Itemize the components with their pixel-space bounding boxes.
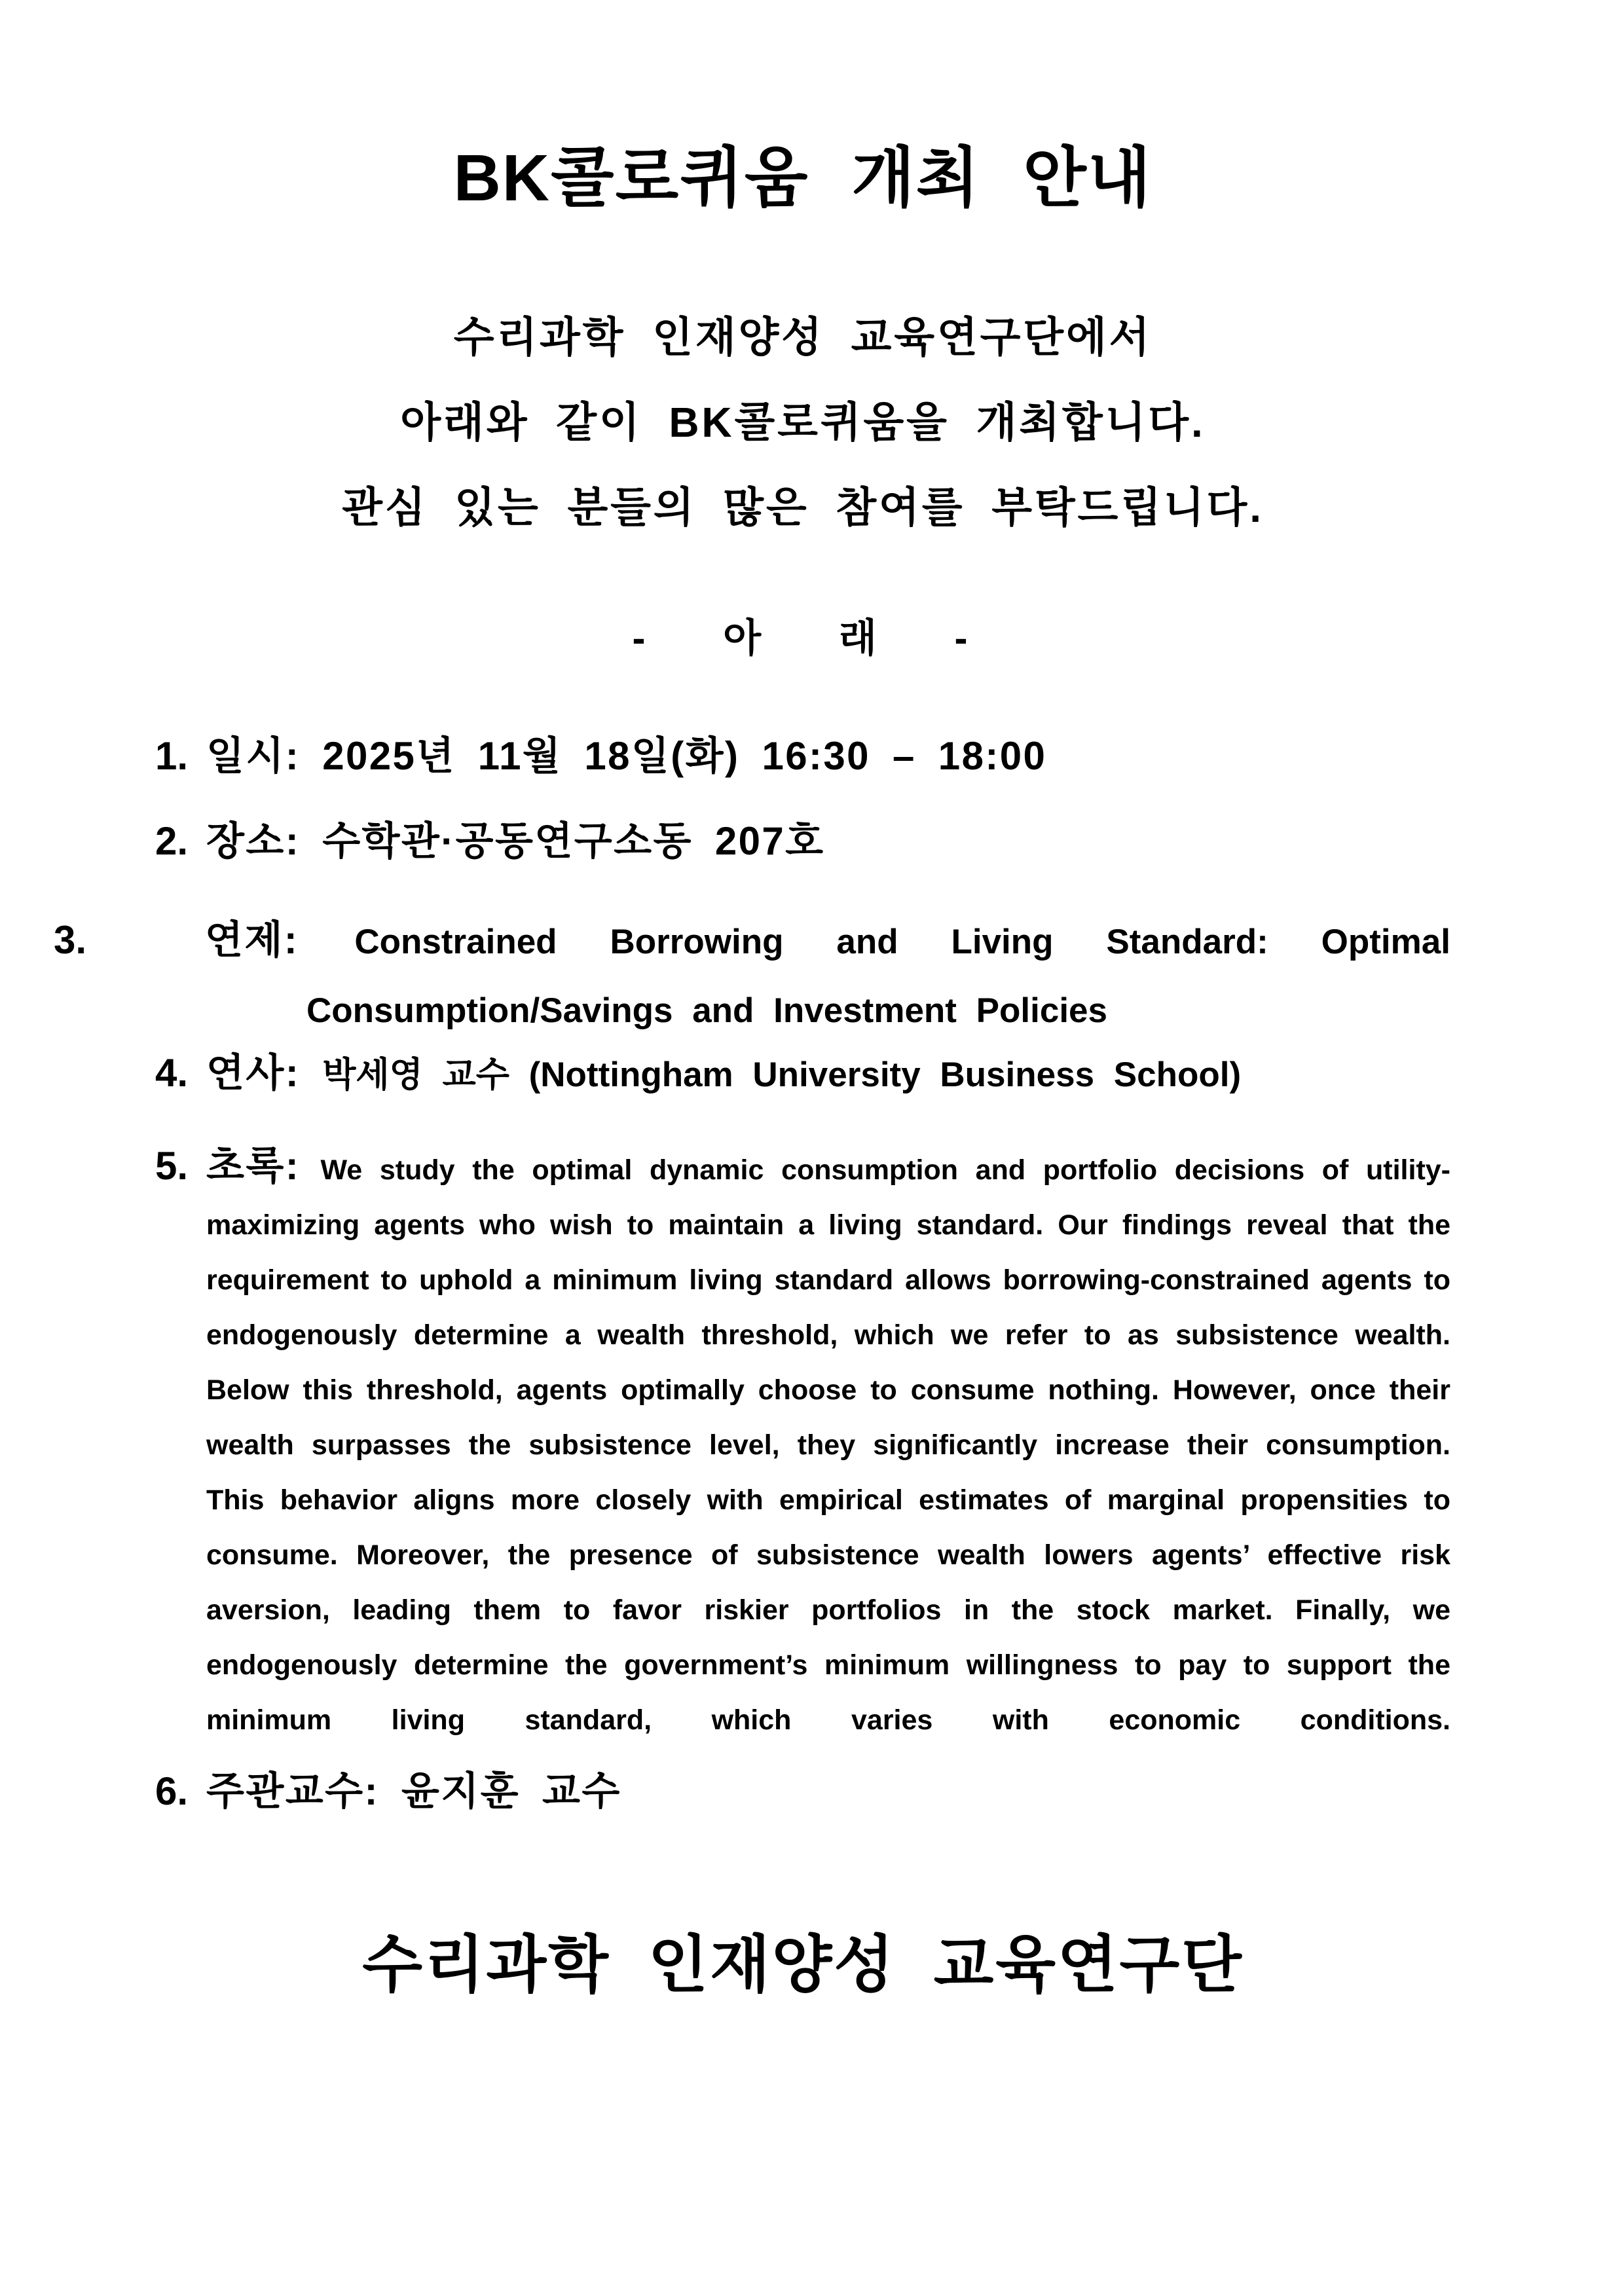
page-title: BK콜로퀴움 개최 안내 [453,141,1153,215]
detail-list [54,734,1450,1813]
item-number: 4. [155,1051,189,1095]
list-item-place [155,819,1450,863]
item-text: We study the optimal dynamic consumption and portfolio decisions of utility-maximizing agents who wish to maintain a living standard. Our findings reveal that the requirement to uphold a minimum living standard allows borrowing-constrained agents to endogenously determine a wealth threshold, which we refer to as subsistence wealth. Below this threshold, agents optimally choose to consume nothing. However, once their wealth surpasses the subsistence level, they significantly increase their consumption. This behavior aligns more closely with empirical estimates of marginal propensities to consume. Moreover, the presence of subsistence wealth lowers agents’ effective risk aversion, leading them to favor riskier portfolios in the stock market. Finally, we endogenously determine the government’s minimum willingness to pay to support the minimum living standard, which varies with economic conditions. [206,1154,1450,1736]
item-number: 2. [155,819,189,863]
item-number: 5. [155,1144,189,1188]
list-item-speaker [155,1051,1450,1095]
item-text: 윤지훈 교수 [401,1769,621,1813]
intro-line-1: 수리과학 인재양성 교육연구단에서 [453,314,1153,361]
item-text: 박세영 교수 (Nottingham University Business School) [322,1056,1242,1094]
item-label: 초록: [206,1144,301,1188]
list-item-talk-title: 3. 연제: Constrained Borrowing and Living Standard: Optimal Consumption/Savings and Investment Policies [54,918,1450,1030]
item-label: 장소: [206,819,301,863]
item-text: 수학관·공동연구소동 207호 [322,819,825,863]
list-item-host-professor [155,1769,1450,1813]
item-label: 일시: [206,734,301,778]
item-number: 6. [155,1769,189,1813]
list-item-date [155,734,1450,778]
item-number: 1. [155,734,189,778]
item-text: Constrained Borrowing and Living Standard: Optimal Consumption/Savings and Investment Policies [306,923,1450,1030]
below-divider-label: - 아 래 - [632,616,974,660]
intro-paragraph [155,295,1450,550]
item-label: 연제: [205,918,299,962]
item-text: 2025년 11월 18일(화) 16:30 – 18:00 [322,734,1047,778]
list-item-abstract [155,1141,1450,1746]
intro-line-2: 아래와 같이 BK콜로퀴움을 개최합니다. [400,399,1206,446]
item-label: 연사: [206,1051,301,1095]
intro-line-3: 관심 있는 분들의 많은 참여를 부탁드립니다. [342,484,1264,531]
organization-title: 수리과학 인재양성 교육연구단 [362,1930,1244,2000]
item-label: 주관교수: [206,1769,379,1813]
